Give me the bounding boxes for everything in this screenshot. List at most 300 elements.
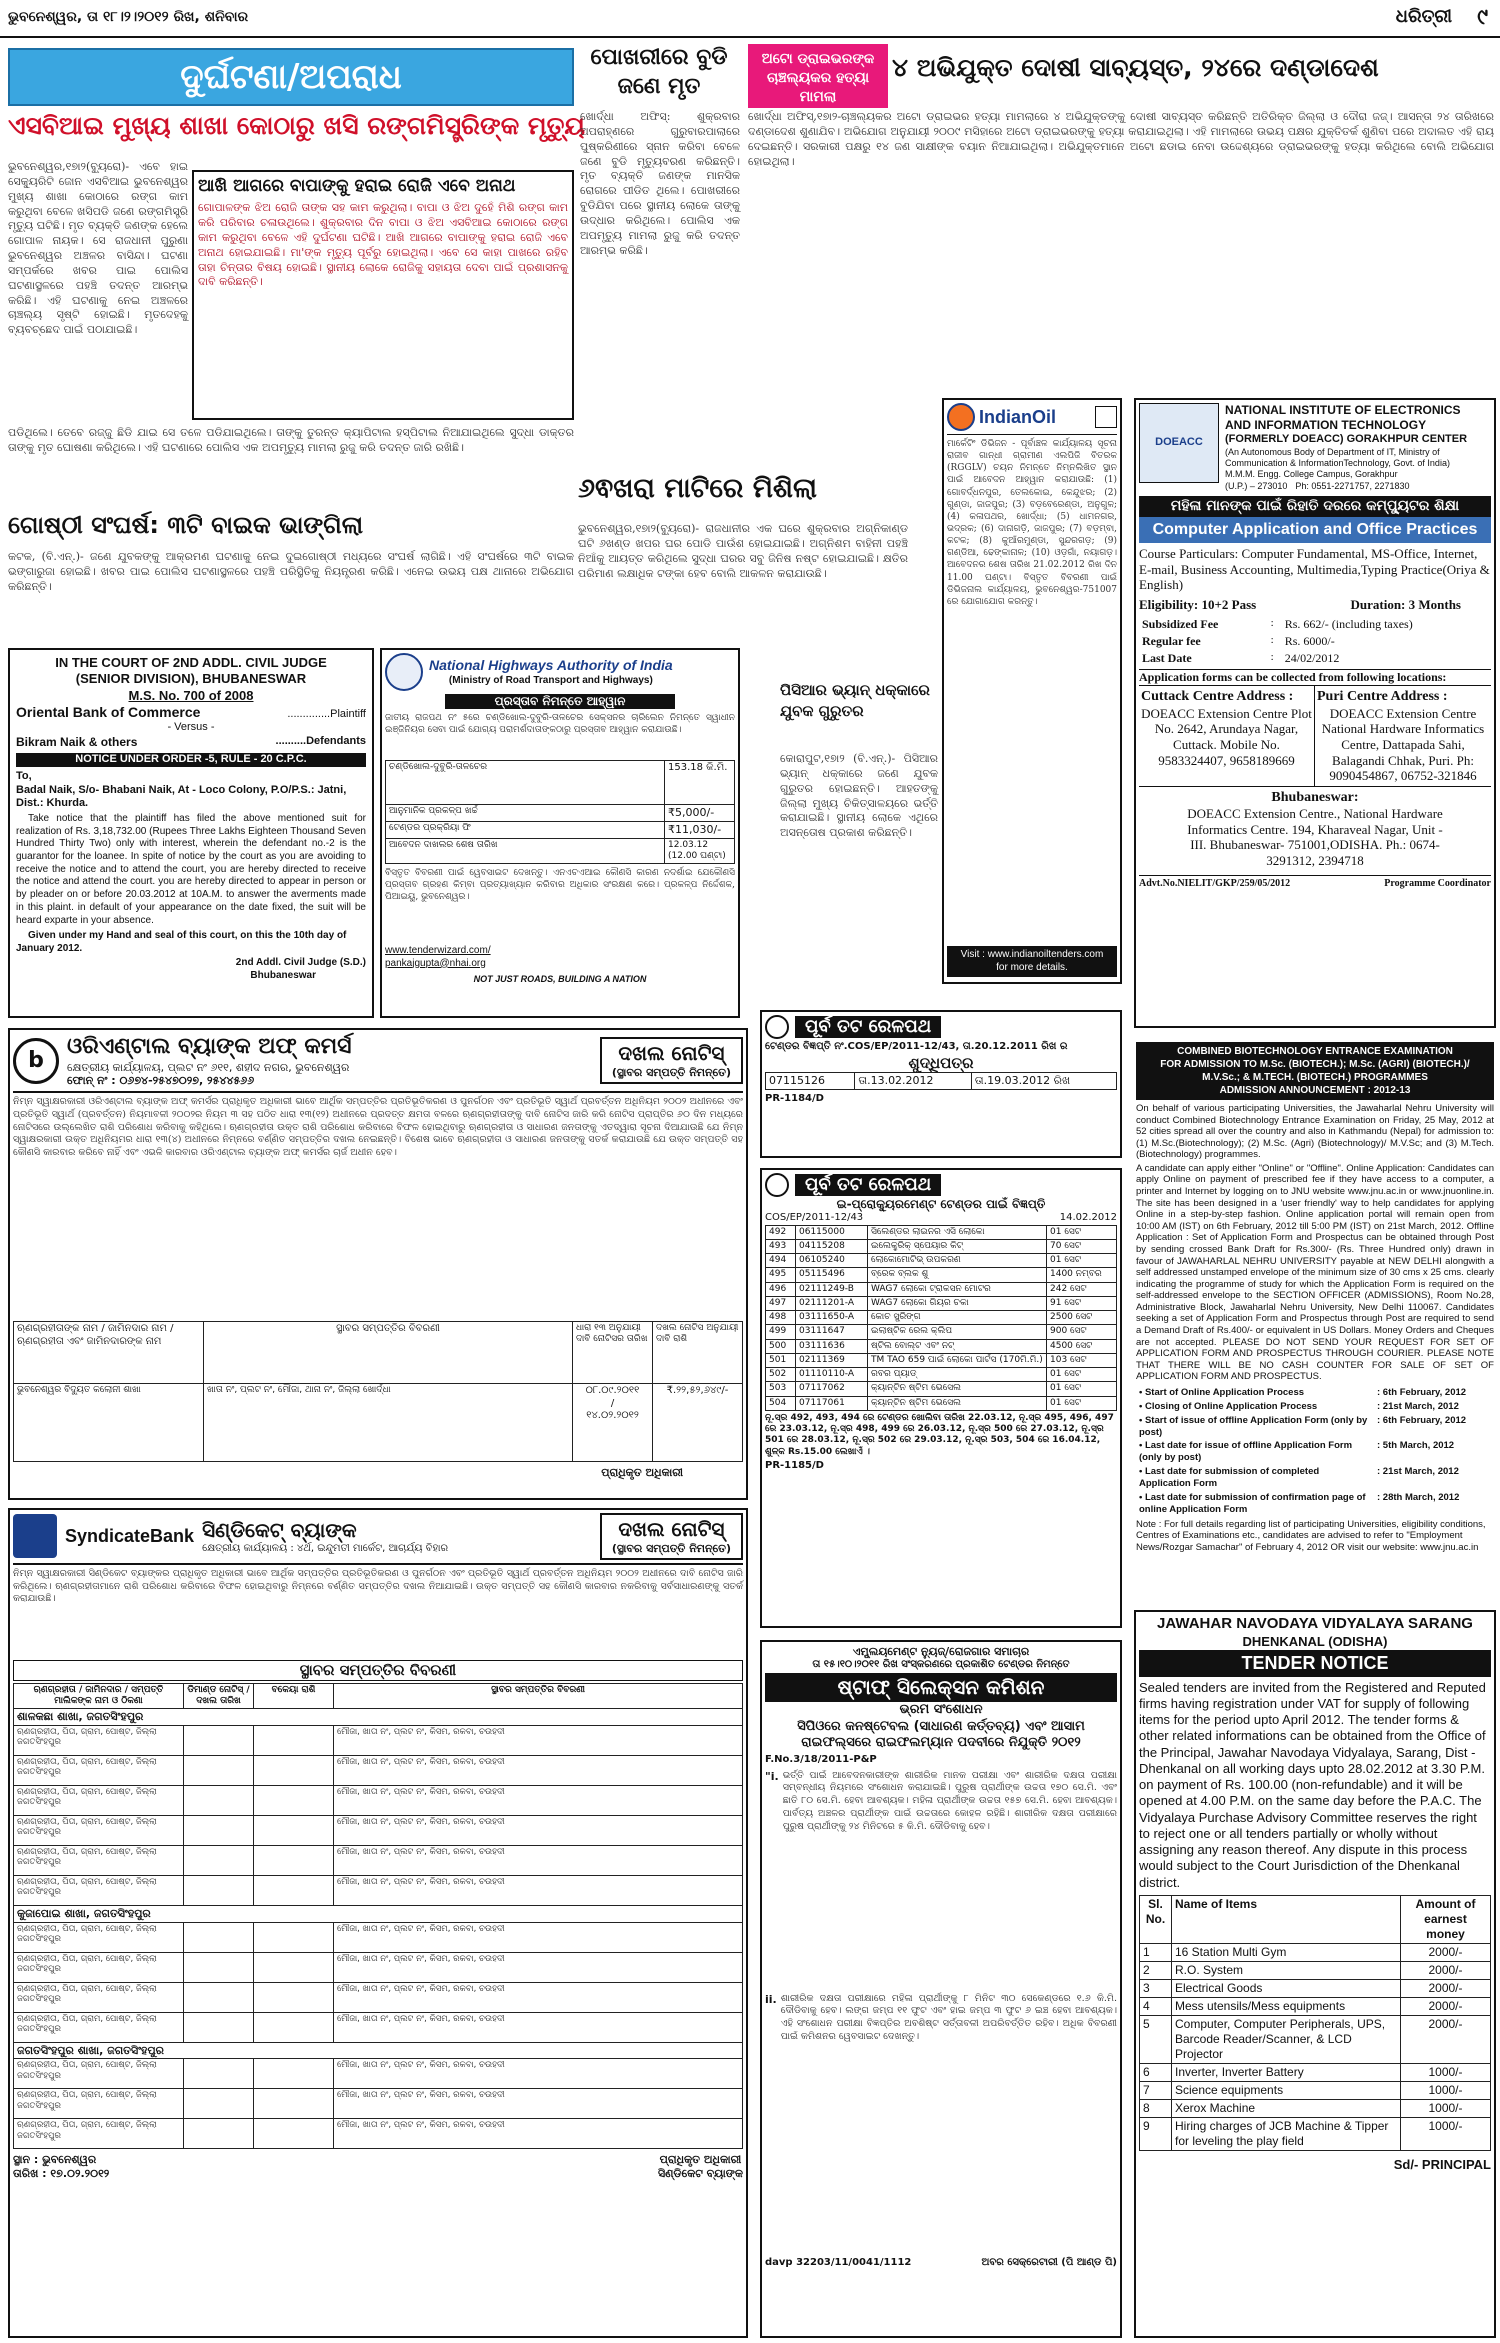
ssc-i: "i. [765, 1769, 779, 1783]
syndicate-row [14, 2059, 743, 2089]
headline-soil: ୬ଵଖରା ମାଟିରେ ମିଶିଲା [578, 473, 817, 504]
jnv-th-name: Name of Items [1172, 1895, 1401, 1943]
ecor2-row [766, 1311, 1117, 1325]
crime-banner-title: ଦୁର୍ଘଟଣା/ଅପରାଧ [180, 57, 402, 97]
obc-notice-sub: (ସ୍ଥାବର ସମ୍ପତ୍ତି ନିମନ୍ତେ) [611, 1066, 731, 1080]
jnu-date-label: • Closing of Online Application Process [1139, 1400, 1318, 1412]
jnv-th-amount: Amount of earnest money [1401, 1895, 1491, 1943]
ecor1-ref: ଟେଣ୍ଡର ବିଜ୍ଞପ୍ତି ନଂ.COS/EP/2011-12/43, ତା.20.12.2011 ରିଖ ର [765, 1041, 1068, 1052]
syndicate-dates [184, 2059, 254, 2089]
ecor2-sl: 500 [766, 1339, 796, 1353]
ecor2-sub: ଇ-ପ୍ରୋକ୍ୟୁରମେଣ୍ଟ ଟେଣ୍ଡର ପାଇଁ ବିଜ୍ଞପ୍ତି [836, 1197, 1046, 1211]
ecor2-row [766, 1353, 1117, 1367]
syndicate-dues [254, 1845, 334, 1875]
nielit-l3: (FORMERLY DOEACC) GORAKHPUR CENTER [1225, 433, 1468, 445]
syndicate-property: ମୌଜା, ଖାତା ନଂ, ପ୍ଲଟ ନଂ, କିସମ, ରକବା, ଚଉହଦୀ [334, 1725, 743, 1755]
syndicate-dues [254, 1922, 334, 1952]
ecor2-desc: ରବର ପ୍ୟାଡ୍ [868, 1368, 1047, 1382]
nielit-c1h: Cuttack Centre Address : [1141, 689, 1294, 705]
ecor1-table [765, 1072, 1117, 1090]
ecor2-desc: ଲୋକୋମୋଟିଭ୍ ଉପକରଣ [868, 1254, 1047, 1268]
court-plaintiff-tag: ..............Plaintiff [287, 707, 366, 720]
ecor2-item-no: 07117062 [796, 1382, 868, 1396]
syndicate-dates [184, 1875, 254, 1905]
headline-sbi: ଏସବିଆଇ ମୁଖ୍ୟ ଶାଖା କୋଠାରୁ ଖସି ରଙ୍ଗମିସ୍ତ୍ରିଙ୍କ ମୃତ୍ୟୁ [8, 111, 586, 140]
nielit-collect: Application forms can be collected from following locations: [1139, 669, 1491, 686]
obc-notice-title: ଦଖଲ ନୋଟିସ୍ [618, 1041, 725, 1066]
syndicate-borrower: ଋଣଗ୍ରହୀତା, ପିତା, ଗ୍ରାମ, ପୋଷ୍ଟ, ଜିଲ୍ଲା ଜଗତସିଂହପୁର [14, 1815, 184, 1845]
jnv-amount: 2000/- [1401, 1943, 1491, 1961]
jnu-date-row [1136, 1414, 1494, 1440]
syn-th1: ଋଣଗ୍ରହୀତା / ଜାମିନଦାର / ସମ୍ପତ୍ତି ମାଲିକଙ୍କ ନାମ ଓ ଠିକଣା [14, 1683, 184, 1709]
story-verdict-col: ଖୋର୍ଦ୍ଧା ଅଫିସ୍,୧୭ା୨-ଚାଞ୍ଚଲ୍ୟକର ଅଟୋ ଡ୍ରାଇଭର ହତ୍ୟା ମାମଲାରେ ୪ ଅଭିଯୁକ୍ତଙ୍କୁ ଦୋଷୀ ସାବ୍ୟସ୍ତ କରିଛନ୍ତି ଅତିରିକ୍ତ ଜିଲ୍ଲା ଓ ଦୌରା ଜଜ୍। ଆସନ୍ତା ୨୪ ତାରିଖରେ ଦଣ୍ଡାଦେଶ ଶୁଣାଯିବ। ଅଭିଯୋଗ ଅନୁଯାୟୀ ୨୦୦୯ ମସିହାରେ ଅଟୋ ଡ୍ରାଇଭରଙ୍କୁ ହତ୍ୟା କରାଯାଇଥିଲା। ଏହି ମାମଲାରେ ଉଭୟ ପକ୍ଷର ଯୁକ୍ତିତର୍କ ଶୁଣିବା ପରେ ଅଦାଲତ ଏହି ରାୟ ଦେଇଛନ୍ତି। ସରକାରୀ ପକ୍ଷରୁ ୧୪ ଜଣ ସାକ୍ଷୀଙ୍କ ବୟାନ ନିଆଯାଇଥିଲା। ଅଭିଯୁକ୍ତମାନେ ଅଟୋ ଛଡାଇ ନେବା ଉଦ୍ଦେଶ୍ୟରେ ଡ୍ରାଇଭରଙ୍କୁ ହତ୍ୟା କରିଥିଲେ ବୋଲି ଅଭିଯୋଗ ହୋଇଥିଲା। [748, 110, 1498, 168]
nielit-c2: DOEACC Extension Centre National Hardware Informatics Centre, Dattapada Sahi, Balagandi Chhak, Puri. Ph: 9090454867, 06752-321846 [1321, 705, 1485, 784]
story-sbi-col2: ପଡିଥିଲେ। ତେବେ ରଜ୍ଜୁ ଛିଡି ଯାଇ ସେ ତଳେ ପଡିଯାଇଥିଲେ। ତାଙ୍କୁ ତୁରନ୍ତ କ୍ୟାପିଟାଲ ହସ୍ପିଟାଲ ନିଆଯାଇଥିଲେ ସୁଦ୍ଧା ଡାକ୍ତର ତାଙ୍କୁ ମୃତ ଘୋଷଣା କରିଥିଲେ। ଏହି ଘଟଣାରେ ପୋଲିସ ଏକ ଅପମୃତ୍ୟୁ ମାମଲା ରୁଜୁ କରି ତଦନ୍ତ ଜାରି ରଖିଛି। [8, 426, 578, 454]
court-plaintiff: Oriental Bank of Commerce [16, 703, 201, 720]
syndicate-brand-or: ସିଣ୍ଡିକେଟ୍ ବ୍ୟାଙ୍କ [202, 1517, 357, 1542]
nielit-l7: (U.P.) – 273010 [1225, 480, 1288, 491]
syndicate-schedule: ସ୍ଥାବର ସମ୍ପତ୍ତିର ବିବରଣୀ [13, 1660, 743, 1681]
jnv-item: Mess utensils/Mess equipments [1172, 1997, 1401, 2015]
jnv-row [1140, 1979, 1491, 1997]
syndicate-dues [254, 2119, 334, 2149]
story-rosy-box [192, 170, 574, 420]
dateline: ଭୁବନେଶ୍ୱର, ତା ୧୮।୨।୨୦୧୨ ରିଖ, ଶନିବାର [8, 9, 249, 25]
jnv-item: Electrical Goods [1172, 1979, 1401, 1997]
syndicate-borrower: ଋଣଗ୍ରହୀତା, ପିତା, ଗ୍ରାମ, ପୋଷ୍ଟ, ଜିଲ୍ଲା ଜଗତସିଂହପୁର [14, 1982, 184, 2012]
ecor2-item-no: 02111369 [796, 1353, 868, 1367]
nielit-c1: DOEACC Extension Centre Plot No. 2642, Arundaya Nagar, Cuttack. Mobile No. 9583324407, 9658189669 [1141, 705, 1312, 768]
ssc-pre2: ତା ୧୫।୧୦।୨୦୧୧ ରିଖ ସଂସ୍କରଣରେ ପ୍ରକାଶିତ ଟେଣ୍ଡର ନିମନ୍ତେ [812, 1658, 1070, 1670]
ecor2-qty: 900 ସେଟ [1047, 1325, 1117, 1339]
jnu-date-value: : 5th March, 2012 [1377, 1440, 1455, 1452]
ecor2-desc: ସିଲେଣ୍ଡର ଲାଇନର ଏସି ଲୋକୋ [868, 1225, 1047, 1239]
jnv-amount: 1000/- [1401, 2063, 1491, 2081]
ecor2-row [766, 1268, 1117, 1282]
ecor2-refdate: 14.02.2012 [1059, 1212, 1117, 1223]
jnu-date-row [1136, 1491, 1494, 1517]
ecor2-qty: 1400 ନମ୍ବର [1047, 1268, 1117, 1282]
syndicate-borrower: ଋଣଗ୍ରହୀତା, ପିତା, ଗ୍ରାମ, ପୋଷ୍ଟ, ଜିଲ୍ଲା ଜଗତସିଂହପୁର [14, 2089, 184, 2119]
jnu-notice [1134, 1040, 1496, 1600]
ecor2-desc: TM TAO 659 ପାଇଁ ଲୋକୋ ପାର୍ଟସ (170ମି.ମି.) [868, 1353, 1047, 1367]
syndicate-branch-row [14, 1709, 743, 1726]
jnu-date-value: : 28th March, 2012 [1377, 1491, 1460, 1503]
jnv-notice [1134, 1610, 1496, 2338]
ecor2-row [766, 1325, 1117, 1339]
court-line2: (SENIOR DIVISION), BHUBANESWAR [75, 671, 307, 687]
jnv-sign: Sd/- PRINCIPAL [1393, 2156, 1491, 2172]
jnu-p1: On behalf of various participating Universities, the Jawaharlal Nehru University will conduct Combined Biotechnology Entrance Examination on Friday, 25 May, 2012 at 52 cities spread all over the country and also in Kathmandu (Nepal) for admission to: (1) M.Sc.(Biotechnology); (2) M.Sc. (Agri) (Biotechnology)/ M.V.Sc; and (3) M.Tech.(Biotechnology) programmes. [1136, 1103, 1494, 1161]
ecor2-desc: କ୍ୟାନ୍ଟିନ ଷ୍ଟିମ ଭେସେଲ [868, 1382, 1047, 1396]
jnv-th-sl: Sl. No. [1140, 1895, 1172, 1943]
ecor2-item-no: 05115496 [796, 1268, 868, 1282]
syndicate-sign: ପ୍ରାଧିକୃତ ଅଧିକାରୀ [659, 2153, 742, 2167]
nielit-l2: AND INFORMATION TECHNOLOGY [1225, 418, 1427, 432]
court-sign2: Bhubaneswar [250, 969, 316, 981]
ecor2-row [766, 1254, 1117, 1268]
ecor2-desc: ବ୍ରେକ ବ୍ଲକ ଶୁ [868, 1268, 1047, 1282]
ecor2-qty: 01 ସେଟ [1047, 1225, 1117, 1239]
jnv-amount: 1000/- [1401, 2081, 1491, 2099]
syndicate-notice-title: ଦଖଲ ନୋଟିସ୍ [618, 1517, 725, 1541]
jnu-date-row [1136, 1400, 1494, 1414]
jnu-h4: ADMISSION ANNOUNCEMENT : 2012-13 [1219, 1085, 1411, 1096]
page-number: ୯ [1477, 5, 1488, 30]
syndicate-dues [254, 1875, 334, 1905]
obc-office: କ୍ଷେତ୍ରୀୟ କାର୍ଯ୍ୟାଳୟ, ପ୍ଲଟ ନଂ ୬୧୧, ଶହୀଦ ନଗର, ଭୁବନେଶ୍ୱର [67, 1060, 350, 1074]
verdict-headline: ୪ ଅଭିଯୁକ୍ତ ଦୋଷୀ ସାବ୍ୟସ୍ତ, ୨୪ରେ ଦଣ୍ଡାଦେଶ [892, 53, 1379, 82]
syndicate-header-row [14, 1683, 743, 1709]
jnv-item: Hiring charges of JCB Machine & Tipper for leveling the play field [1172, 2117, 1401, 2150]
nielit-f1v: Rs. 662/- (including taxes) [1284, 617, 1413, 632]
syndicate-property: ମୌଜା, ଖାତା ନଂ, ପ୍ଲଟ ନଂ, କିସମ, ରକବା, ଚଉହଦୀ [334, 1845, 743, 1875]
syndicate-borrower: ଋଣଗ୍ରହୀତା, ପିତା, ଗ୍ରାମ, ପୋଷ୍ଟ, ଜିଲ୍ଲା ଜଗତସିଂହପୁର [14, 1845, 184, 1875]
jnv-row [1140, 2063, 1491, 2081]
nhai-logo [385, 653, 423, 691]
ecor2-sl: 492 [766, 1225, 796, 1239]
ecor2-table [765, 1225, 1117, 1411]
nielit-c3h: Bhubaneswar: [1271, 789, 1359, 805]
ssc-davp: davp 32203/11/0041/1112 [765, 2256, 912, 2268]
nielit-adv: Advt.No.NIELIT/GKP/259/05/2012 [1139, 877, 1291, 889]
jnu-header-box [1136, 1042, 1494, 1100]
indianoil-visit-box [947, 946, 1117, 977]
obc-body: ନିମ୍ନ ସ୍ୱାକ୍ଷରକାରୀ ଓରିଏଣ୍ଟାଲ ବ୍ୟାଙ୍କ ଅଫ୍ କମର୍ସର ପ୍ରାଧିକୃତ ଅଧିକାରୀ ଭାବେ ଆର୍ଥିକ ସମ୍ପତ୍ତିର ପ୍ରତିଭୂତିକରଣ ଓ ପୁନର୍ଗଠନ ଏବଂ ପ୍ରତିଭୂତି ସ୍ୱାର୍ଥ ପ୍ରବର୍ତ୍ତନ ଅଧିନିୟମ ୨୦୦୨ ଅଧୀନରେ ଏବଂ ପ୍ରତିଭୂତି ସ୍ୱାର୍ଥ (ପ୍ରବର୍ତ୍ତନ) ନିୟମାବଳୀ ୨୦୦୨ର ନିୟମ ୩ ସହ ପଠିତ ଧାରା ୧୩(୧୨) ଅଧୀନରେ ପ୍ରଦତ୍ତ କ୍ଷମତା ବଳରେ ଋଣଗ୍ରହୀତାଙ୍କୁ ଦାବି ନୋଟିସ ଜାରି କରି ନୋଟିସ ପ୍ରାପ୍ତିର ୬୦ ଦିନ ମଧ୍ୟରେ ନୋଟିସରେ ଉଲ୍ଲେଖିତ ରାଶି ପରିଶୋଧ କରିବାକୁ କହିଥିଲେ। ଋଣଗ୍ରହୀତା ଉକ୍ତ ରାଶି ପରିଶୋଧ କରିବାରେ ବିଫଳ ହୋଇଥିବାରୁ ଋଣଗ୍ରହୀତା ଓ ସାଧାରଣ ଜନତାଙ୍କୁ ଏତଦ୍ୱାରା ସୂଚନା ଦିଆଯାଉଛି ଯେ ନିମ୍ନ ସ୍ୱାକ୍ଷରକାରୀ ଉକ୍ତ ଅଧିନିୟମର ଧାରା ୧୩(୪) ଅଧୀନରେ ନିମ୍ନରେ ବର୍ଣ୍ଣିତ ସମ୍ପତ୍ତିର ଦଖଲ ନେଇଛନ୍ତି। ବିଶେଷ ଭାବେ ଋଣଗ୍ରହୀତା ଓ ସାଧାରଣ ଜନତାଙ୍କୁ ସତର୍କ କରାଯାଉଛି ଯେ ଉକ୍ତ ସମ୍ପତ୍ତି ସହ କୌଣସି କାରବାର କରିବେ ନାହିଁ ଏବଂ ଏଭଳି କାରବାର ଓରିଏଣ୍ଟାଲ ବ୍ୟାଙ୍କ ଅଫ୍ କମର୍ସର ଚାର୍ଜ ଅଧୀନ ହେବ। [13, 1096, 747, 1159]
court-defendant-tag: ..........Defendants [275, 735, 366, 747]
indianoil-text: ମାର୍କେଟିଂ ଡିଭିଜନ - ପୂର୍ବାଞ୍ଚଳ କାର୍ଯ୍ୟାଳୟ ସୂଚନା ରାଜୀବ ଗାନ୍ଧୀ ଗ୍ରାମୀଣ ଏଲପିଜି ବିତରକ (RGGLV) ଚୟନ ନିମନ୍ତେ ନିମ୍ନଲିଖିତ ସ୍ଥାନ ପାଇଁ ଆବେଦନ ଆହ୍ୱାନ କରାଯାଉଛି: (1) ଗୋବର୍ଦ୍ଧନପୁର, ତେଲକୋଇ, କେନ୍ଦୁଝର; (2) ଗୁଣ୍ଡା, ଜାଜପୁର; (3) ବଡ଼ବେରେଣ୍ଡା, ଅନୁଗୁଳ; (4) କଳାପଥର, ଖୋର୍ଦ୍ଧା; (5) ଧାମନଗର, ଭଦ୍ରକ; (6) ଦାନାଗଡ଼ି, ଜାଜପୁର; (7) ବଡ଼ମ୍ବା, କଟକ; (8) କୁଆଁରମୁଣ୍ଡା, ସୁନ୍ଦରଗଡ଼; (9) ଗଣ୍ଡିଆ, ଢେଙ୍କାନାଳ; (10) ଓଡ଼ଗାଁ, ନୟାଗଡ଼। ଆବେଦନର ଶେଷ ତାରିଖ 21.02.2012 ରିଖ ଦିନ 11.00 ଘଣ୍ଟା। ବିସ୍ତୃତ ବିବରଣୀ ପାଇଁ ଡିଭିଜନାଲ କାର୍ଯ୍ୟାଳୟ, ଭୁବନେଶ୍ୱର-751007 ରେ ଯୋଗାଯୋଗ କରନ୍ତୁ। [947, 439, 1120, 607]
nhai-fee2: ₹11,030/- [665, 821, 735, 838]
ssc-banner: ଷ୍ଟାଫ୍ ସିଲେକ୍ସନ କମିଶନ [765, 1673, 1117, 1702]
nielit-logo-text: DOEACC [1155, 436, 1203, 449]
obc-name: ଓରିଏଣ୍ଟାଲ ବ୍ୟାଙ୍କ ଅଫ୍ କମର୍ସ [67, 1034, 352, 1059]
story-clash: କଟକ, (ବି.ଏନ୍.)- ଜଣେ ଯୁବକଙ୍କୁ ଆକ୍ରମଣ ଘଟଣାକୁ ନେଇ ଦୁଇଗୋଷ୍ଠୀ ମଧ୍ୟରେ ସଂଘର୍ଷ ଲାଗିଛି। ଏହି ସଂଘର୍ଷରେ ୩ଟି ବାଇକ ଭଙ୍ଗାରୁଜା ହୋଇଛି। ଖବର ପାଇ ପୋଲିସ ଘଟଣାସ୍ଥଳରେ ପହଞ୍ଚି ପରିସ୍ଥିତିକୁ ନିୟନ୍ତ୍ରଣ କରିଛି। ଏନେଇ ଉଭୟ ପକ୍ଷ ଥାନାରେ ଅଭିଯୋଗ କରିଛନ୍ତି। [8, 550, 578, 593]
syndicate-dates [184, 1845, 254, 1875]
syndicate-dates [184, 1982, 254, 2012]
syndicate-borrower: ଋଣଗ୍ରହୀତା, ପିତା, ଗ୍ରାମ, ପୋଷ୍ଟ, ଜିଲ୍ଲା ଜଗତସିଂହପୁର [14, 2119, 184, 2149]
syndicate-row [14, 2012, 743, 2042]
syndicate-property: ମୌଜା, ଖାତା ନଂ, ପ୍ଲଟ ନଂ, କିସମ, ରକବା, ଚଉହଦୀ [334, 1815, 743, 1845]
syndicate-property: ମୌଜା, ଖାତା ନଂ, ପ୍ଲଟ ନଂ, କିସମ, ରକବା, ଚଉହଦୀ [334, 1875, 743, 1905]
ecor2-desc: କ୍ୟାନ୍ଟିନ ଷ୍ଟିମ ଭେସେଲ [868, 1396, 1047, 1410]
ecor2-sl: 497 [766, 1296, 796, 1310]
ssc-sub1: ଭ୍ରମ ସଂଶୋଧନ [899, 1702, 983, 1718]
ecor2-qty: 70 ସେଟ [1047, 1239, 1117, 1253]
syndicate-borrower: ଋଣଗ୍ରହୀତା, ପିତା, ଗ୍ରାମ, ପୋଷ୍ଟ, ଜିଲ୍ଲା ଜଗତସିଂହପୁର [14, 1755, 184, 1785]
story-rosy-headline: ଆଖି ଆଗରେ ବାପାଙ୍କୁ ହରାଇ ରୋଜି ଏବେ ଅନାଥ [198, 176, 516, 196]
nielit-notice [1134, 398, 1496, 1028]
jnv-amount: 1000/- [1401, 2117, 1491, 2150]
syndicate-place: ସ୍ଥାନ : ଭୁବନେଶ୍ୱର [13, 2153, 97, 2167]
ecor2-desc: ଷ୍ଟିଲ ବୋଲ୍ଟ ଏବଂ ନଟ୍ [868, 1339, 1047, 1353]
syndicate-brand: SyndicateBank [65, 1526, 195, 1547]
nielit-bar1: ମହିଳା ମାନଙ୍କ ପାଇଁ ରିହାତି ଦରରେ କମ୍ପ୍ୟୁଟର ଶିକ୍ଷା [1139, 496, 1491, 518]
ecor2-desc: WAG7 ଲୋକୋ ଗିୟର ଚକା [868, 1296, 1047, 1310]
ecor2-row [766, 1239, 1117, 1253]
court-line1: IN THE COURT OF 2ND ADDL. CIVIL JUDGE [55, 655, 327, 670]
syndicate-dues [254, 1755, 334, 1785]
syndicate-property: ମୌଜା, ଖାତା ନଂ, ପ୍ଲଟ ନଂ, କିସମ, ରକବା, ଚଉହଦୀ [334, 2089, 743, 2119]
ecor2-sl: 504 [766, 1396, 796, 1410]
ecor-corrigendum [760, 1010, 1122, 1158]
obc-sign: ପ୍ରାଧିକୃତ ଅଧିକାରୀ [601, 1466, 683, 1479]
court-given: Given under my Hand and seal of this court, on this the 10th day of January 2012. [16, 930, 347, 954]
jnv-amount: 2000/- [1401, 1979, 1491, 1997]
indianoil-logo-icon [947, 403, 975, 431]
court-to: To, [16, 769, 32, 782]
ecor2-qty: 242 ସେଟ [1047, 1282, 1117, 1296]
nhai-label: ପ୍ରସ୍ତାବ ନିମନ୍ତେ ଆହ୍ୱାନ [445, 694, 675, 709]
syndicate-row [14, 1755, 743, 1785]
ecor2-sl: 496 [766, 1282, 796, 1296]
indianoil-visit2: for more details. [996, 961, 1068, 973]
obc-logo: b [13, 1038, 59, 1084]
ecor2-desc: ଇଲେକ୍ଟ୍ରିକ୍ ସ୍ପେୟାର କିଟ୍ [868, 1239, 1047, 1253]
syndicate-dues [254, 1952, 334, 1982]
syndicate-borrower: ଋଣଗ୍ରହୀତା, ପିତା, ଗ୍ରାମ, ପୋଷ୍ଟ, ଜିଲ୍ଲା ଜଗତସିଂହପୁର [14, 1952, 184, 1982]
obc-amount: ₹.୨୨,୫୨,୬୪୯/- [653, 1384, 743, 1462]
nielit-l1: NATIONAL INSTITUTE OF ELECTRONICS [1225, 403, 1461, 417]
syndicate-dues [254, 2059, 334, 2089]
ecor2-desc: WAG7 ଲୋକୋ ଟ୍ରାକସନ ମୋଟର [868, 1282, 1047, 1296]
ssc-sub2: ସିପିଓରେ କନଷ୍ଟେବଲ (ସାଧାରଣ କର୍ତ୍ତବ୍ୟ) ଏବଂ ଆସାମ [797, 1718, 1085, 1734]
pond-headline: ପୋଖରୀରେ ବୁଡି ଜଣେ ମୃତ [590, 45, 728, 99]
jnv-amount: 1000/- [1401, 2099, 1491, 2117]
syndicate-dates [184, 1725, 254, 1755]
ecor-eprocurement [760, 1168, 1122, 1628]
nielit-coord: Programme Coordinator [1384, 877, 1491, 889]
syndicate-branch-row [14, 1905, 743, 1922]
syndicate-property: ମୌଜା, ଖାତା ନଂ, ପ୍ଲଟ ନଂ, କିସମ, ରକବା, ଚଉହଦୀ [334, 1922, 743, 1952]
syndicate-borrower: ଋଣଗ୍ରହୀତା, ପିତା, ଗ୍ରାମ, ପୋଷ୍ଟ, ଜିଲ୍ଲା ଜଗତସିଂହପୁର [14, 1785, 184, 1815]
syndicate-property: ମୌଜା, ଖାତା ନଂ, ପ୍ଲଟ ନଂ, କିସମ, ରକବା, ଚଉହଦୀ [334, 1952, 743, 1982]
syndicate-dues [254, 1785, 334, 1815]
jnv-body: Sealed tenders are invited from the Registered and Reputed firms having registration under VAT for supply of following items for the period upto April 2012. The tender forms & other related informations can be obtained from the Office of the Principal, Jawahar Navodaya Vidyalaya, Sarang, Dist - Dhenkanal on all working days upto 28.02.2012 at 3.30 P.M. on payment of Rs. 100.00 (non-refundable) and it will be opened at 4.00 P.M. on the same day before the P.A.C. The Vidyalaya Purchase Advisory Committee reserves the right to reject one or all tenders partially or wholly without assigning any reason thereof. Any dispute in this process would subject to the Court Jurisdiction of the Dhenkanal district. [1139, 1679, 1486, 1890]
jnu-date-label: • Last date for submission of confirmation page of online Application Form [1139, 1491, 1366, 1515]
ecor2-row [766, 1282, 1117, 1296]
nielit-l6: M.M.M. Engg. College Campus, Gorakhpur [1225, 469, 1398, 480]
jnv-row [1140, 2099, 1491, 2117]
syndicate-dues [254, 1815, 334, 1845]
jnv-row [1140, 2117, 1491, 2150]
nielit-c3: DOEACC Extension Centre., National Hardware Informatics Centre. 194, Kharaveal Nagar, Unit - III. Bhubaneswar- 751001,ODISHA. Ph.: 0674-3291312, 2394718 [1187, 806, 1443, 869]
story-sbi-col1: ଭୁବନେଶ୍ୱର,୧୭ା୨(ବ୍ୟୁରୋ)- ଏବେ ହାଇ ସେକ୍ୟୁରିଟି ଜୋନ ଏସବିଆଇ ଭୁବନେଶ୍ୱର ମୁଖ୍ୟ ଶାଖା କୋଠାରେ ରଙ୍ଗ କାମ କରୁଥିବା ବେଳେ ଖସିପଡି ଜଣେ ରଙ୍ଗମିସ୍ତ୍ରି ମୃତ୍ୟୁ ଘଟିଛି। ମୃତ ବ୍ୟକ୍ତି ଜଣଙ୍କ ହେଲେ ଗୋପାଳ ନାୟକ। ସେ ରାଜଧାନୀ ପୁରୁଣା ଭୁବନେଶ୍ୱର ଅଞ୍ଚଳର ବାସିନ୍ଦା। ଘଟଣା ସମ୍ପର୍କରେ ଖବର ପାଇ ପୋଲିସ ଘଟଣାସ୍ଥଳରେ ପହଞ୍ଚି ତଦନ୍ତ ଆରମ୍ଭ କରିଛି। ଏହି ଘଟଣାକୁ ନେଇ ଅଞ୍ଚଳରେ ଚାଞ୍ଚଲ୍ୟ ସୃଷ୍ଟି ହୋଇଛି। ମୃତଦେହକୁ ବ୍ୟବଚ୍ଛେଦ ପାଇଁ ପଠାଯାଇଛି। [8, 160, 192, 337]
nhai-fee1: ₹5,000/- [665, 805, 735, 822]
syndicate-borrower: ଋଣଗ୍ରହୀତା, ପିତା, ଗ୍ରାମ, ପୋଷ୍ଟ, ଜିଲ୍ଲା ଜଗତସିଂହପୁର [14, 2059, 184, 2089]
syndicate-dues [254, 2012, 334, 2042]
ecor2-sl: 494 [766, 1254, 796, 1268]
jnu-dates [1136, 1386, 1494, 1517]
indianoil-emblem-icon [1095, 406, 1117, 428]
ecor2-item-no: 01110110-A [796, 1368, 868, 1382]
syndicate-borrower: ଋଣଗ୍ରହୀତା, ପିତା, ଗ୍ରାମ, ପୋଷ୍ଟ, ଜିଲ୍ଲା ଜଗତସିଂହପୁର [14, 1875, 184, 1905]
syndicate-branch: ଶାଳକଛା ଶାଖା, ଜଗତସିଂହପୁର [14, 1709, 743, 1726]
jnv-table [1139, 1895, 1491, 2151]
jnv-row [1140, 1943, 1491, 1961]
syndicate-sign2: ସିଣ୍ଡିକେଟ ବ୍ୟାଙ୍କ [657, 2167, 743, 2180]
jnv-item: 16 Station Multi Gym [1172, 1943, 1401, 1961]
obc-date1: ୦୮.୦୯.୨୦୧୧ [585, 1385, 640, 1396]
ecor2-sl: 499 [766, 1325, 796, 1339]
ecor2-desc: ଇଲାଷ୍ଟିକ ରେଲ କ୍ଲିପ [868, 1325, 1047, 1339]
nhai-text: ଜାତୀୟ ରାଜପଥ ନଂ ୫ରେ ଚଣ୍ଡିଖୋଲ-ଦୁବୁରି-ତାଳଚେର ସେକ୍ସନର ଚାରିଲେନ ନିମନ୍ତେ ସ୍ୱାଧୀନ ଇଞ୍ଜିନିୟର ସେବା ପାଇଁ ଯୋଗ୍ୟ ପରାମର୍ଶଦାତାଙ୍କଠାରୁ ପ୍ରସ୍ତାବ ଆହ୍ୱାନ କରାଯାଉଛି। [385, 713, 738, 736]
jnv-row [1140, 1961, 1491, 1979]
ecor2-head: ପୂର୍ବ ତଟ ରେଳପଥ [795, 1174, 941, 1197]
nielit-f2v: Rs. 6000/- [1284, 634, 1335, 649]
nielit-fee-table: Subsidized Fee : Rs. 662/- (including taxes) Regular fee : Rs. 6000/- Last Date : 24/02/2012 [1139, 616, 1491, 667]
jnu-note: Note : For full details regarding list of participating Universities, eligibility conditions, Centres of Examinations etc., candidates are advised to refer to "Employment News/Rozgar Samachar" of February 4, 2012 OR visit our website: www.jnu.ac.in [1136, 1518, 1486, 1553]
ecor2-item-no: 03111650-A [796, 1311, 868, 1325]
syndicate-dates [184, 1815, 254, 1845]
ssc-sign: ଅବର ସେକ୍ରେଟାରୀ (ପି ଆଣ୍ଡ ପି) [981, 2256, 1117, 2268]
jnv-amount: 2000/- [1401, 1961, 1491, 1979]
syndicate-table [13, 1683, 743, 2150]
syndicate-dates [184, 1785, 254, 1815]
ecor2-sl: 498 [766, 1311, 796, 1325]
jnv-item: Xerox Machine [1172, 2099, 1401, 2117]
paper-name: ଧରିତ୍ରୀ [1395, 6, 1452, 27]
jnu-date-row [1136, 1386, 1494, 1400]
ssc-ref: F.No.3/18/2011-P&P [765, 1754, 877, 1765]
court-sign1: 2nd Addl. Civil Judge (S.D.) [235, 957, 366, 969]
ssc-pre: ଏମ୍ପ୍ଲୟମେଣ୍ଟ ନ୍ୟୁଜ୍/ରୋଜଗାର ସମାଚାର [852, 1645, 1030, 1658]
ecor2-sl: 502 [766, 1368, 796, 1382]
jnv-row [1140, 2015, 1491, 2063]
indianoil-notice [942, 398, 1122, 984]
ecor2-item-no: 07117061 [796, 1396, 868, 1410]
nhai-web[interactable]: www.tenderwizard.com/ [385, 945, 491, 956]
nielit-l5: Communication & InformationTechnology, Govt. of India) [1225, 458, 1450, 468]
syn-th3: ବକେୟା ରାଶି [254, 1683, 334, 1709]
jnu-date-value: : 21st March, 2012 [1377, 1466, 1459, 1478]
jnu-date-value: : 6th February, 2012 [1377, 1386, 1467, 1398]
ecor2-logo-icon [765, 1173, 789, 1197]
crime-banner [8, 48, 574, 106]
nielit-logo [1139, 403, 1219, 483]
tag-auto-driver: ଅଟୋ ଡ୍ରାଇଭରଙ୍କ ଚାଞ୍ଚଲ୍ୟକର ହତ୍ୟା ମାମଲା [748, 44, 888, 108]
jnv-sl: 4 [1140, 1997, 1172, 2015]
jnu-date-value: : 6th February, 2012 [1377, 1414, 1467, 1426]
syndicate-logo [13, 1514, 57, 1558]
jnv-sl: 2 [1140, 1961, 1172, 1979]
jnv-sl: 5 [1140, 2015, 1172, 2063]
ssc-notice [760, 1640, 1122, 2338]
ecor2-item-no: 06105240 [796, 1254, 868, 1268]
syndicate-property: ମୌଜା, ଖାତା ନଂ, ପ୍ଲଟ ନଂ, କିସମ, ରକବା, ଚଉହଦୀ [334, 1982, 743, 2012]
story-youth: କୋରାପୁଟ,୧୭ା୨ (ବି.ଏନ୍.)- ପିସିଆର ଭ୍ୟାନ୍ ଧକ୍କାରେ ଜଣେ ଯୁବକ ଗୁରୁତର ହୋଇଛନ୍ତି। ଆହତଙ୍କୁ ଜିଲ୍ଲା ମୁଖ୍ୟ ଚିକିତ୍ସାଳୟରେ ଭର୍ତ୍ତି କରାଯାଇଛି। ସ୍ଥାନୀୟ ଲୋକେ ଏଥିରେ ଅସନ୍ତୋଷ ପ୍ରକାଶ କରିଛନ୍ତି। [780, 752, 942, 840]
ecor2-qty: 4500 ସେଟ [1047, 1339, 1117, 1353]
jnu-h1: COMBINED BIOTECHNOLOGY ENTRANCE EXAMINATION [1177, 1046, 1453, 1057]
syndicate-row [14, 1725, 743, 1755]
syndicate-dates [184, 1922, 254, 1952]
ecor2-desc: କୋଚ ସ୍ପ୍ରିଙ୍ଗ [868, 1311, 1047, 1325]
syndicate-property: ମୌଜା, ଖାତା ନଂ, ପ୍ଲଟ ନଂ, କିସମ, ରକବା, ଚଉହଦୀ [334, 1785, 743, 1815]
nhai-slogan: NOT JUST ROADS, BUILDING A NATION [473, 974, 647, 984]
ssc-text-i: ଭର୍ତ୍ତି ପାଇଁ ଆବେଦନକାରୀଙ୍କ ଶାରୀରିକ ମାନକ ପରୀକ୍ଷା ଏବଂ ଶାରୀରିକ ଦକ୍ଷତା ପରୀକ୍ଷା ସମ୍ବନ୍ଧୀୟ ନିୟମରେ ସଂଶୋଧନ କରାଯାଇଛି। ପୁରୁଷ ପ୍ରାର୍ଥୀଙ୍କ ଉଚ୍ଚତା ୧୭୦ ସେ.ମି. ଏବଂ ଛାତି ୮୦ ସେ.ମି. ହେବା ଆବଶ୍ୟକ। ମହିଳା ପ୍ରାର୍ଥୀଙ୍କ ଉଚ୍ଚତା ୧୫୭ ସେ.ମି. ହେବା ଆବଶ୍ୟକ। ପାର୍ବତ୍ୟ ଅଞ୍ଚଳର ପ୍ରାର୍ଥୀଙ୍କ ପାଇଁ ଉଚ୍ଚତାରେ କୋହଳ ରହିଛି। ଶାରୀରିକ ଦକ୍ଷତା ପରୀକ୍ଷାରେ ପୁରୁଷ ପ୍ରାର୍ଥୀଙ୍କୁ ୨୪ ମିନିଟରେ ୫ କି.ମି. ଦୌଡିବାକୁ ହେବ। [782, 1769, 1121, 1832]
obc-notice [8, 1028, 748, 1500]
ecor2-item-no: 03111647 [796, 1325, 868, 1339]
obc-phone: ଫୋନ୍ ନଂ : ୦୬୭୪-୨୫୪୭୦୨୭, ୨୫୪୪୫୬୬ [67, 1074, 255, 1088]
ecor-logo-icon [765, 1015, 789, 1039]
ssc-sub3: ରାଇଫଲ୍ସରେ ରାଇଫଲମ୍ୟାନ ପଦବୀରେ ନିଯୁକ୍ତି ୨୦୧୨ [801, 1734, 1081, 1750]
jnv-sl: 7 [1140, 2081, 1172, 2099]
syndicate-borrower: ଋଣଗ୍ରହୀତା, ପିତା, ଗ୍ରାମ, ପୋଷ୍ଟ, ଜିଲ୍ଲା ଜଗତସିଂହପୁର [14, 1922, 184, 1952]
ecor2-item-no: 06115000 [796, 1225, 868, 1239]
syn-th2: ଡିମାଣ୍ଡ ନୋଟିସ୍ / ଦଖଲ ତାରିଖ [184, 1683, 254, 1709]
court-defendant: Bikram Naik & others [16, 735, 138, 749]
court-notice [8, 648, 374, 1018]
ecor1-corr: ଶୁଦ୍ଧିପତ୍ର [908, 1053, 974, 1072]
syndicate-row [14, 1875, 743, 1905]
syndicate-property: ମୌଜା, ଖାତା ନଂ, ପ୍ଲଟ ନଂ, କିସମ, ରକବା, ଚଉହଦୀ [334, 2059, 743, 2089]
ecor2-qty: 103 ସେଟ [1047, 1353, 1117, 1367]
indianoil-brand: IndianOil [979, 406, 1057, 427]
ecor2-row [766, 1296, 1117, 1310]
court-addressee: Badal Naik, S/o- Bhabani Naik, At - Loco Colony, P.O/P.S.: Jatni, Dist.: Khurda. [16, 783, 347, 810]
jnv-h3: TENDER NOTICE [1139, 1650, 1491, 1677]
jnv-header-row [1140, 1895, 1491, 1943]
syndicate-dates [184, 2089, 254, 2119]
ecor2-qty: 91 ସେଟ [1047, 1296, 1117, 1310]
syndicate-property: ମୌଜା, ଖାତା ନଂ, ପ୍ଲଟ ନଂ, କିସମ, ରକବା, ଚଉହଦୀ [334, 2012, 743, 2042]
ecor2-sl: 503 [766, 1382, 796, 1396]
ecor2-sl: 495 [766, 1268, 796, 1282]
ecor2-row [766, 1339, 1117, 1353]
jnv-row [1140, 2081, 1491, 2099]
indianoil-visit[interactable]: Visit : www.indianoiltenders.com [960, 949, 1104, 960]
syndicate-property: ମୌଜା, ଖାତା ନଂ, ପ୍ଲଟ ନଂ, କିସମ, ରକବା, ଚଉହଦୀ [334, 2119, 743, 2149]
syndicate-body: ନିମ୍ନ ସ୍ୱାକ୍ଷରକାରୀ ସିଣ୍ଡିକେଟ ବ୍ୟାଙ୍କର ପ୍ରାଧିକୃତ ଅଧିକାରୀ ଭାବେ ଆର୍ଥିକ ସମ୍ପତ୍ତିର ପ୍ରତିଭୂତିକରଣ ଓ ପୁନର୍ଗଠନ ଏବଂ ପ୍ରତିଭୂତି ସ୍ୱାର୍ଥ ପ୍ରବର୍ତ୍ତନ ଅଧିନିୟମ ୨୦୦୨ ଅଧୀନରେ ଦାବି ନୋଟିସ ଜାରି କରିଥିଲେ। ଋଣଗ୍ରହୀତାମାନେ ରାଶି ପରିଶୋଧ କରିବାରେ ବିଫଳ ହୋଇଥିବାରୁ ନିମ୍ନରେ ବର୍ଣ୍ଣିତ ସମ୍ପତ୍ତିର ଦଖଲ ନିଆଯାଇଛି। ଉକ୍ତ ସମ୍ପତ୍ତି ସହ କୌଣସି କାରବାର ନକରିବାକୁ ସର୍ବସାଧାରଣଙ୍କୁ ସତର୍କ କରାଯାଉଛି। [13, 1567, 747, 1605]
nhai-mail[interactable]: pankajgupta@nhai.org [385, 957, 486, 969]
syndicate-row [14, 1922, 743, 1952]
headline-youth: ପିସିଆର ଭ୍ୟାନ୍ ଧକ୍କାରେ ଯୁବକ ଗୁରୁତର [780, 681, 930, 720]
nielit-l4: (An Autonomous Body of Department of IT, Ministry of [1225, 446, 1440, 457]
nhai-table: ଚଣ୍ଡିଖୋଲ-ଦୁବୁରି-ତାଳଚେର 153.18 କି.ମି. ଆନୁମାନିକ ପ୍ରକଳ୍ପ ଖର୍ଚ୍ଚ ₹5,000/- ଟେଣ୍ଡର ପ୍ରକ୍ରିୟା ଫି ₹11,030/- ଆବେଦନ ଦାଖଲର ଶେଷ ତାରିଖ 12.03.12 (12.00 ଘଣ୍ଟା) [385, 760, 735, 864]
ecor2-row [766, 1368, 1117, 1382]
ecor2-row [766, 1225, 1117, 1239]
jnv-sl: 6 [1140, 2063, 1172, 2081]
story-rosy-text: ଗୋପାଳଙ୍କ ଝିଅ ରୋଜି ତାଙ୍କ ସହ କାମ କରୁଥିଲା। ବାପା ଓ ଝିଅ ଦୁହେଁ ମିଶି ରଙ୍ଗ କାମ କରି ପରିବାର ଚଳାଉଥିଲେ। ଶୁକ୍ରବାର ଦିନ ବାପା ଓ ଝିଅ ଏସବିଆଇ କୋଠାରେ ରଙ୍ଗ କାମ କରୁଥିବା ବେଳେ ଏହି ଦୁର୍ଘଟଣା ଘଟିଛି। ଆଖି ଆଗରେ ବାପାଙ୍କୁ ହରାଇ ରୋଜି ଏବେ ଅନାଥ ହୋଇଯାଇଛି। ମା'ଙ୍କ ମୃତ୍ୟୁ ପୂର୍ବରୁ ହୋଇଥିଲା। ଏବେ ସେ କାହା ପାଖରେ ରହିବ ତାହା ଚିନ୍ତାର ବିଷୟ ହୋଇଛି। ସ୍ଥାନୀୟ ଲୋକେ ରୋଜିକୁ ସହାୟତା ଦେବା ପାଇଁ ପ୍ରଶାସନକୁ ଦାବି କରିଛନ୍ତି। [198, 201, 572, 289]
syndicate-dates [184, 1755, 254, 1785]
syndicate-dues [254, 1725, 334, 1755]
syndicate-dates [184, 2012, 254, 2042]
jnv-item: Inverter, Inverter Battery [1172, 2063, 1401, 2081]
ecor1-head: ପୂର୍ବ ତଟ ରେଳପଥ [795, 1016, 941, 1039]
ecor2-item-no: 02111249-B [796, 1282, 868, 1296]
syndicate-row [14, 1815, 743, 1845]
jnv-item: R.O. System [1172, 1961, 1401, 1979]
jnv-sl: 1 [1140, 1943, 1172, 1961]
syn-th4: ସ୍ଥାବର ସମ୍ପତ୍ତିର ବିବରଣୀ [334, 1683, 743, 1709]
jnv-item: Computer, Computer Peripherals, UPS, Barcode Reader/Scanner, & LCD Projector [1172, 2015, 1401, 2063]
nielit-elig: Eligibility: 10+2 Pass [1139, 597, 1257, 613]
syndicate-dates [184, 1952, 254, 1982]
ecor1-r1c1: 07115126 [766, 1073, 855, 1090]
jnu-p2: A candidate can apply either "Online" or "Offline". Online Application: Candidates can apply Online on payment of prescribed fee if they have access to a computer, a printer and Internet by logging on to JNU website www.jnu.ac.in or www.jnuonline.in. The site has been designed in a 'user friendly' way to help candidates for applying Online in a step-by-step fashion. Online application portal will remain open from 10:00 AM (IST) on 6th February, 2012 till 5:00 PM (IST) on 21st March, 2012. Offline Application : Set of Application Form and Prospectus can be obtained through Post by sending crossed Bank Draft for Rs.300/- (Rs. Three Hundred only) drawn in favour of JAWAHARLAL NEHRU UNIVERSITY payable at NEW DELHI alongwith a self addressed unstamped envelope of the minimum size of 30 cms x 25 cms. clearly indicating the programme of study for which the Application Form is required on the self-addressed envelope to the SECTION OFFICER (ADMISSIONS), Room No.28, Administrative Block, Jawaharlal Nehru University, New Delhi 110067. Candidates seeking a set of Application Form and Prospectus through Post are required to send a Demand Draft of Rs.400/- or equivalent in US Dollars. Money Orders and Cheques are not accepted. PLEASE DO NOT SEND YOUR REQUEST FOR SET OF APPLICATION FORM AND PROSPECTUS THROUGH COURIER. PLEASE NOTE THAT THERE WILL BE NO CASH COUNTER FOR SALE OF SET OF APPLICATION FORM AND PROSPECTUS. [1136, 1162, 1494, 1383]
syndicate-branch: କୁଜାପୋଇ ଶାଖା, ଜଗତସିଂହପୁର [14, 1905, 743, 1922]
story-pond: ଖୋର୍ଦ୍ଧା ଅଫିସ୍: ଶୁକ୍ରବାର ଅପରାହ୍ଣରେ ଗୁରୁବାରପାଲାରେ ପୁଷ୍କରିଣୀରେ ସ୍ନାନ କରିବା ବେଳେ ଜଣେ ବୁଡି ମୃତ୍ୟୁବରଣ କରିଛନ୍ତି। ମୃତ ବ୍ୟକ୍ତି ଜଣଙ୍କ ମାନସିକ ରୋଗରେ ପୀଡିତ ଥିଲେ। ପୋଖରୀରେ ବୁଡିଯିବା ପରେ ସ୍ଥାନୀୟ ଲୋକେ ତାଙ୍କୁ ଉଦ୍ଧାର କରିଥିଲେ। ପୋଲିସ ଏକ ଅପମୃତ୍ୟୁ ମାମଲା ରୁଜୁ କରି ତଦନ୍ତ ଆରମ୍ଭ କରିଛି। [580, 110, 744, 257]
jnv-sl: 9 [1140, 2117, 1172, 2150]
jnv-sl: 3 [1140, 1979, 1172, 1997]
syndicate-row [14, 2119, 743, 2149]
story-soil: ଭୁବନେଶ୍ୱର,୧୭ା୨(ବ୍ୟୁରୋ)- ରାଜଧାନୀର ଏକ ଘରେ ଶୁକ୍ରବାର ଅଗ୍ନିକାଣ୍ଡ ଘଟି ୬ଖଣ୍ଡ ଖପର ଘର ପୋଡି ପାଉଁଶ ହୋଇଯାଇଛି। ଅଗ୍ନିଶମ ବାହିନୀ ପହଞ୍ଚି ନିଆଁକୁ ଆୟତ୍ତ କରିଥିଲେ ସୁଦ୍ଧା ଘରର ସବୁ ଜିନିଷ ନଷ୍ଟ ହୋଇଯାଇଛି। କ୍ଷତିର ପରିମାଣ ଲକ୍ଷାଧିକ ଟଙ୍କା ହେବ ବୋଲି ଆକଳନ କରାଯାଉଛି। [578, 522, 912, 580]
ecor2-qty: 01 ସେଟ [1047, 1368, 1117, 1382]
jnu-date-label: • Start of issue of offline Application Form (only by post) [1139, 1414, 1368, 1438]
syndicate-dates [184, 2119, 254, 2149]
jnu-date-label: • Last date for submission of completed Application Form [1139, 1466, 1320, 1489]
ecor2-qty: 01 ସେଟ [1047, 1254, 1117, 1268]
nielit-dur: Duration: 3 Months [1350, 597, 1461, 613]
